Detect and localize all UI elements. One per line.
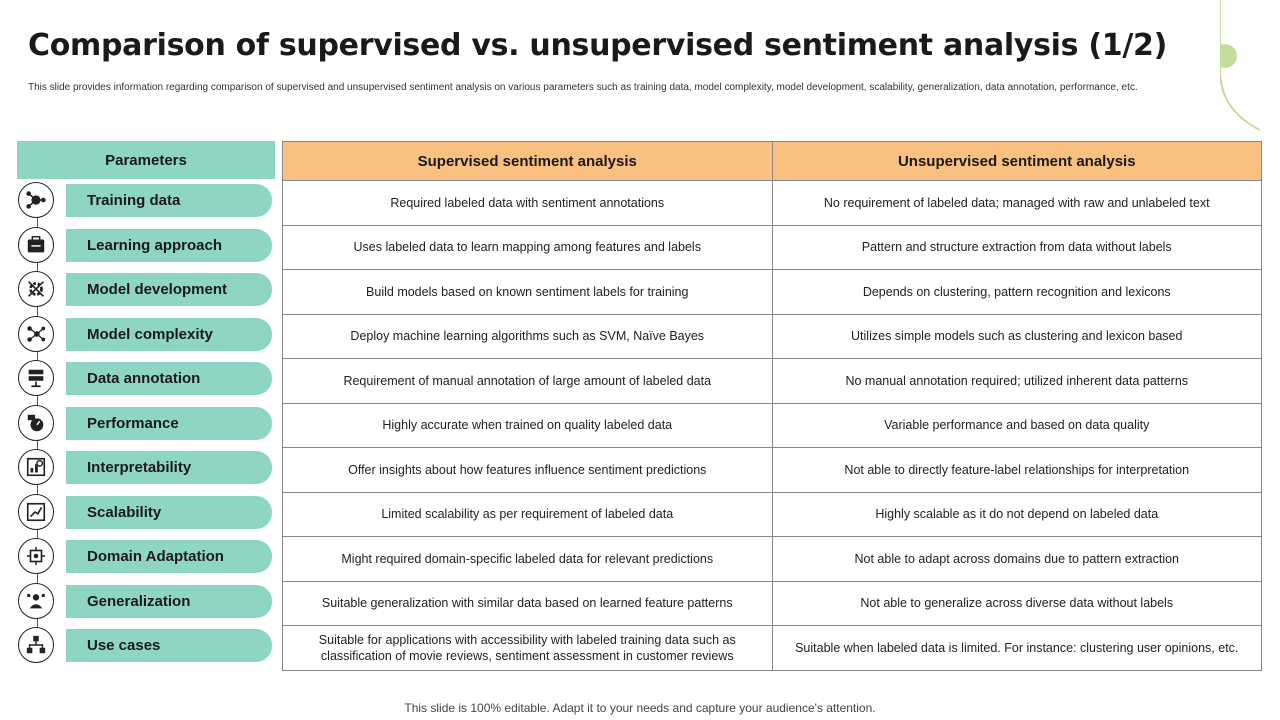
row-arrow-icon [73,507,80,517]
row-arrow-icon [73,373,80,383]
parameter-row [17,624,275,669]
learning-approach-icon [18,227,54,263]
table-header-row [283,142,1262,181]
row-arrow-icon [73,640,80,650]
domain-adaptation-icon [18,538,54,574]
decorative-circle-icon [1220,0,1280,140]
row-arrow-icon [73,418,80,428]
parameter-row [17,268,275,313]
parameter-label: Interpretability [66,451,272,484]
table-row [283,225,1262,270]
row-arrow-icon [73,462,80,472]
parameter-label: Performance [66,407,272,440]
model-development-icon [18,271,54,307]
scalability-icon [18,494,54,530]
unsupervised-cell: No requirement of labeled data; managed with raw and unlabeled text [772,181,1262,226]
row-arrow-icon [73,596,80,606]
table-row [283,626,1262,671]
parameter-label: Model development [66,273,272,306]
unsupervised-cell: Not able to generalize across diverse data without labels [772,581,1262,626]
row-arrow-icon [73,551,80,561]
parameter-row [17,535,275,580]
unsupervised-cell: Utilizes simple models such as clustering and lexicon based [772,314,1262,359]
table-row [283,403,1262,448]
parameter-row [17,446,275,491]
parameters-column [17,141,275,669]
unsupervised-cell: Suitable when labeled data is limited. For instance: clustering user opinions, etc. [772,626,1262,671]
comparison-table [282,141,1262,671]
table-row [283,581,1262,626]
supervised-cell: Suitable generalization with similar data based on learned feature patterns [283,581,773,626]
parameter-row [17,580,275,625]
parameter-label: Data annotation [66,362,272,395]
parameter-label: Generalization [66,585,272,618]
supervised-cell: Build models based on known sentiment labels for training [283,270,773,315]
slide-subtitle: This slide provides information regarding comparison of supervised and unsupervised sentiment analysis on various parameters such as training data, model complexity, model development, scalability, generalization, data annotation, performance, etc. [28,82,1138,93]
table-row [283,181,1262,226]
unsupervised-cell: Not able to adapt across domains due to pattern extraction [772,537,1262,582]
parameter-row [17,224,275,269]
table-row [283,492,1262,537]
row-arrow-icon [73,240,80,250]
unsupervised-cell: Variable performance and based on data quality [772,403,1262,448]
table-row [283,314,1262,359]
supervised-cell: Offer insights about how features influence sentiment predictions [283,448,773,493]
row-arrow-icon [73,195,80,205]
supervised-cell: Uses labeled data to learn mapping among features and labels [283,225,773,270]
table-row [283,359,1262,404]
parameter-label: Model complexity [66,318,272,351]
data-annotation-icon [18,360,54,396]
generalization-icon [18,583,54,619]
unsupervised-cell: Pattern and structure extraction from data without labels [772,225,1262,270]
unsupervised-cell: Highly scalable as it do not depend on labeled data [772,492,1262,537]
supervised-cell: Limited scalability as per requirement of labeled data [283,492,773,537]
row-arrow-icon [73,284,80,294]
model-complexity-icon [18,316,54,352]
use-cases-icon [18,627,54,663]
unsupervised-cell: Not able to directly feature-label relationships for interpretation [772,448,1262,493]
unsupervised-cell: No manual annotation required; utilized inherent data patterns [772,359,1262,404]
unsupervised-cell: Depends on clustering, pattern recognition and lexicons [772,270,1262,315]
slide-title: Comparison of supervised vs. unsupervised sentiment analysis (1/2) [28,28,1167,63]
supervised-cell: Required labeled data with sentiment annotations [283,181,773,226]
parameter-row [17,357,275,402]
parameter-label: Scalability [66,496,272,529]
parameter-row [17,491,275,536]
parameter-label: Training data [66,184,272,217]
table-row [283,270,1262,315]
footer-note: This slide is 100% editable. Adapt it to your needs and capture your audience's attention. [404,701,876,715]
supervised-cell: Highly accurate when trained on quality labeled data [283,403,773,448]
table-row [283,448,1262,493]
supervised-cell: Requirement of manual annotation of large amount of labeled data [283,359,773,404]
parameter-label: Learning approach [66,229,272,262]
parameter-row [17,402,275,447]
interpretability-icon [18,449,54,485]
parameter-row [17,313,275,358]
performance-icon [18,405,54,441]
unsupervised-header: Unsupervised sentiment analysis [772,142,1262,181]
parameter-label: Use cases [66,629,272,662]
supervised-header: Supervised sentiment analysis [283,142,773,181]
supervised-cell: Suitable for applications with accessibility with labeled training data such as classification of movie reviews, sentiment assessment in customer reviews [283,626,773,671]
training-data-icon [18,182,54,218]
supervised-cell: Deploy machine learning algorithms such as SVM, Naïve Bayes [283,314,773,359]
row-arrow-icon [73,329,80,339]
parameters-header: Parameters [17,141,275,179]
supervised-cell: Might required domain-specific labeled data for relevant predictions [283,537,773,582]
table-row [283,537,1262,582]
parameter-label: Domain Adaptation [66,540,272,573]
parameter-row [17,179,275,224]
